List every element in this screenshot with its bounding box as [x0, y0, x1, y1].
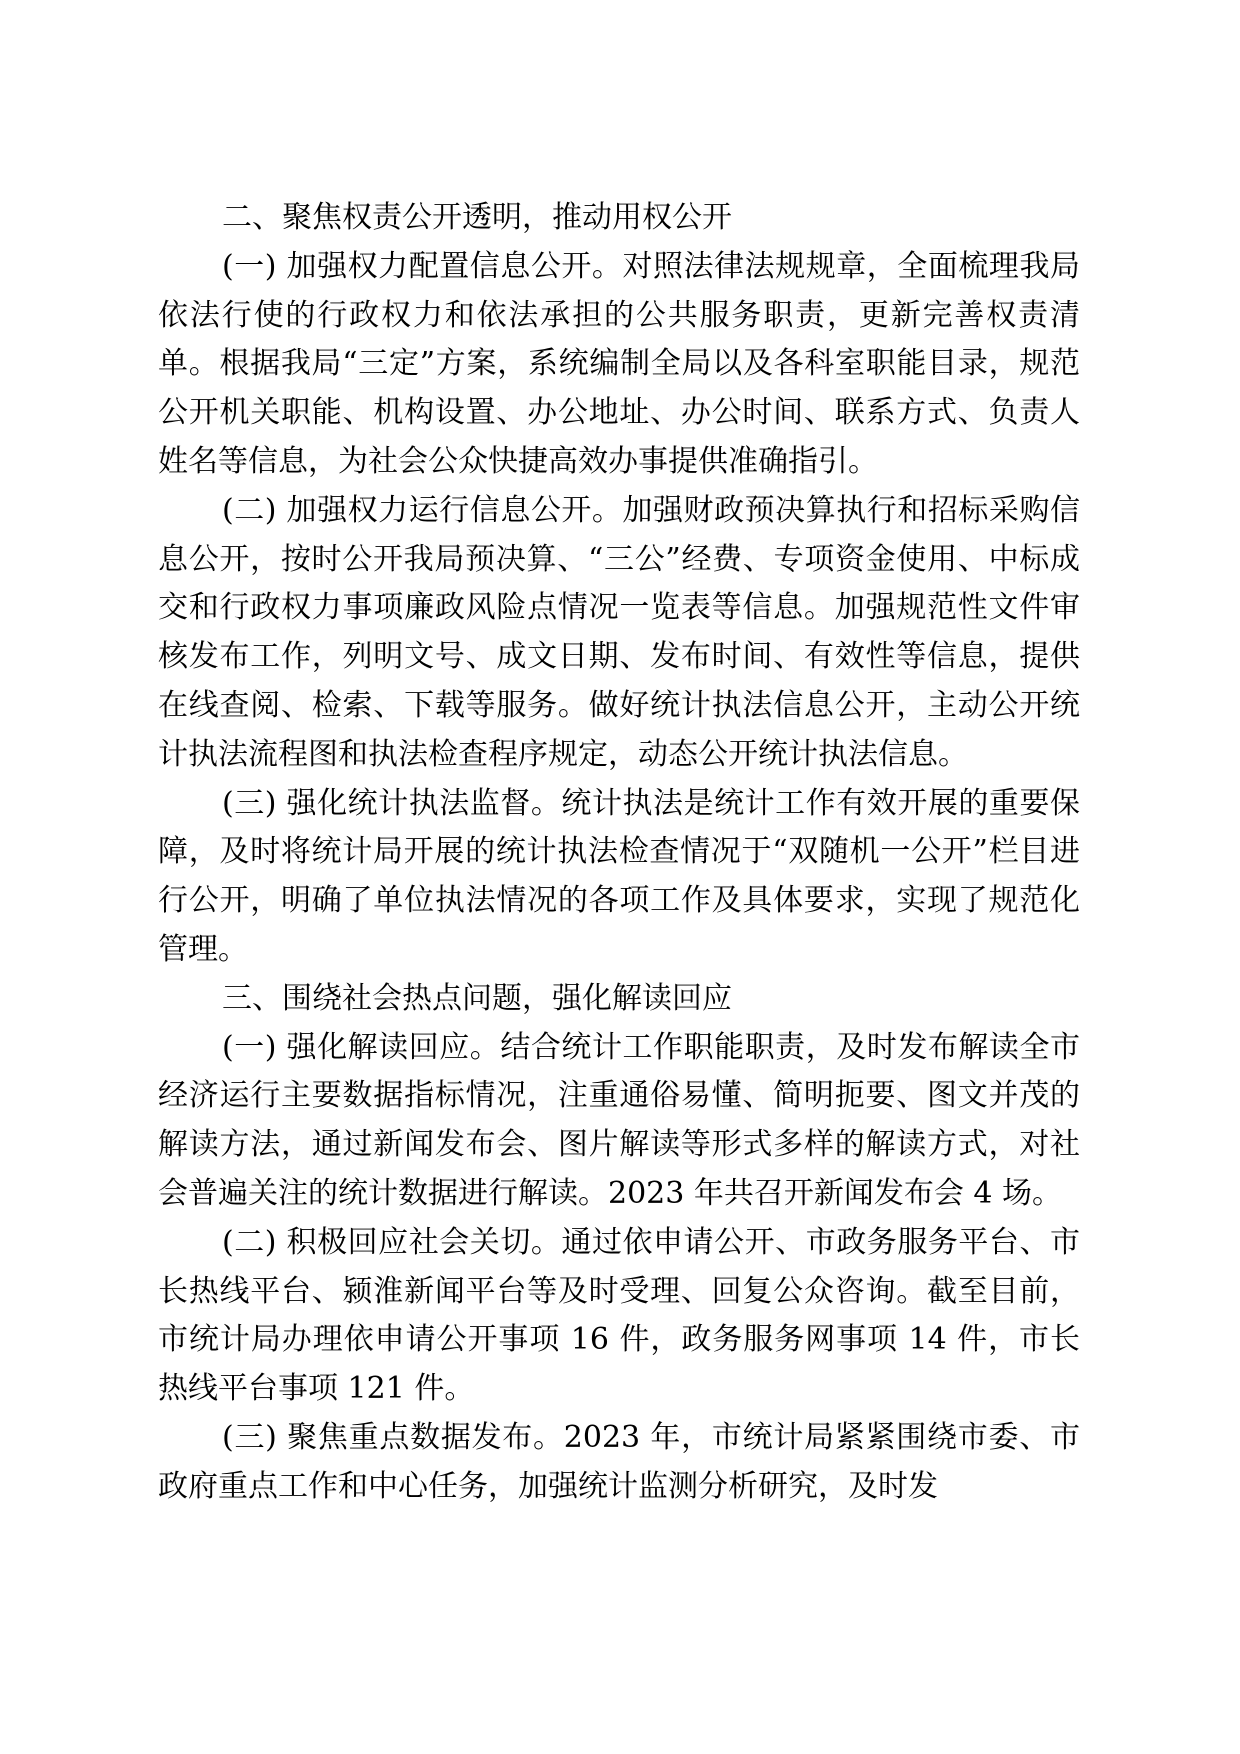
paragraph-body: 2023 年，市统计局紧紧围绕市委、市政府重点工作和中心任务，加强统计监测分析研究，及时发: [158, 1419, 1080, 1504]
paragraph-2-2: [158, 487, 1080, 780]
paragraph-2-3: [158, 780, 1080, 975]
paragraph-body: 统计执法是统计工作有效开展的重要保障，及时将统计局开展的统计执法检查情况于“双随机一公开”栏目进行公开，明确了单位执法情况的各项工作及具体要求，实现了规范化管理。: [158, 785, 1081, 967]
paragraph-lead: (二) 积极回应社会关切。: [222, 1224, 562, 1260]
paragraph-2-1: [158, 243, 1080, 487]
paragraph-3-2: [158, 1219, 1080, 1414]
section-heading-2: 二、聚焦权责公开透明，推动用权公开: [222, 200, 732, 235]
section-heading-3: 三、围绕社会热点问题，强化解读回应: [222, 980, 732, 1016]
paragraph-lead: (三) 强化统计执法监督。: [222, 785, 562, 821]
paragraph-lead: (一) 加强权力配置信息公开。: [222, 248, 623, 284]
paragraph-body: 对照法律法规规章，全面梳理我局依法行使的行政权力和依法承担的公共服务职责，更新完善权责清单。根据我局“三定”方案，系统编制全局以及各科室职能目录，规范公开机关职能、机构设置、办公地址、办公时间、联系方式、负责人姓名等信息，为社会公众快捷高效办事提供准确指引。: [158, 248, 1080, 479]
paragraph-body: 结合统计工作职能职责，及时发布解读全市经济运行主要数据指标情况，注重通俗易懂、简明扼要、图文并茂的解读方法，通过新闻发布会、图片解读等形式多样的解读方式，对社会普遍关注的统计数据进行解读。2023 年共召开新闻发布会 4 场。: [158, 1029, 1081, 1211]
document-page: [158, 194, 1080, 1512]
paragraph-3-1: [158, 1024, 1080, 1219]
paragraph-lead: (一) 强化解读回应。: [222, 1029, 501, 1065]
paragraph-lead: (二) 加强权力运行信息公开。: [222, 492, 623, 528]
paragraph-3-3: [158, 1414, 1080, 1512]
paragraph-body: 通过依申请公开、市政务服务平台、市长热线平台、颍淮新闻平台等及时受理、回复公众咨询。截至目前，市统计局办理依申请公开事项 16 件，政务服务网事项 14 件，市长热线平台事项 121 件。: [158, 1224, 1081, 1407]
paragraph-lead: (三) 聚焦重点数据发布。: [222, 1419, 564, 1455]
paragraph-body: 加强财政预决算执行和招标采购信息公开，按时公开我局预决算、“三公”经费、专项资金使用、中标成交和行政权力事项廉政风险点情况一览表等信息。加强规范性文件审核发布工作，列明文号、成文日期、发布时间、有效性等信息，提供在线查阅、检索、下载等服务。做好统计执法信息公开，主动公开统计执法流程图和执法检查程序规定，动态公开统计执法信息。: [158, 492, 1080, 772]
